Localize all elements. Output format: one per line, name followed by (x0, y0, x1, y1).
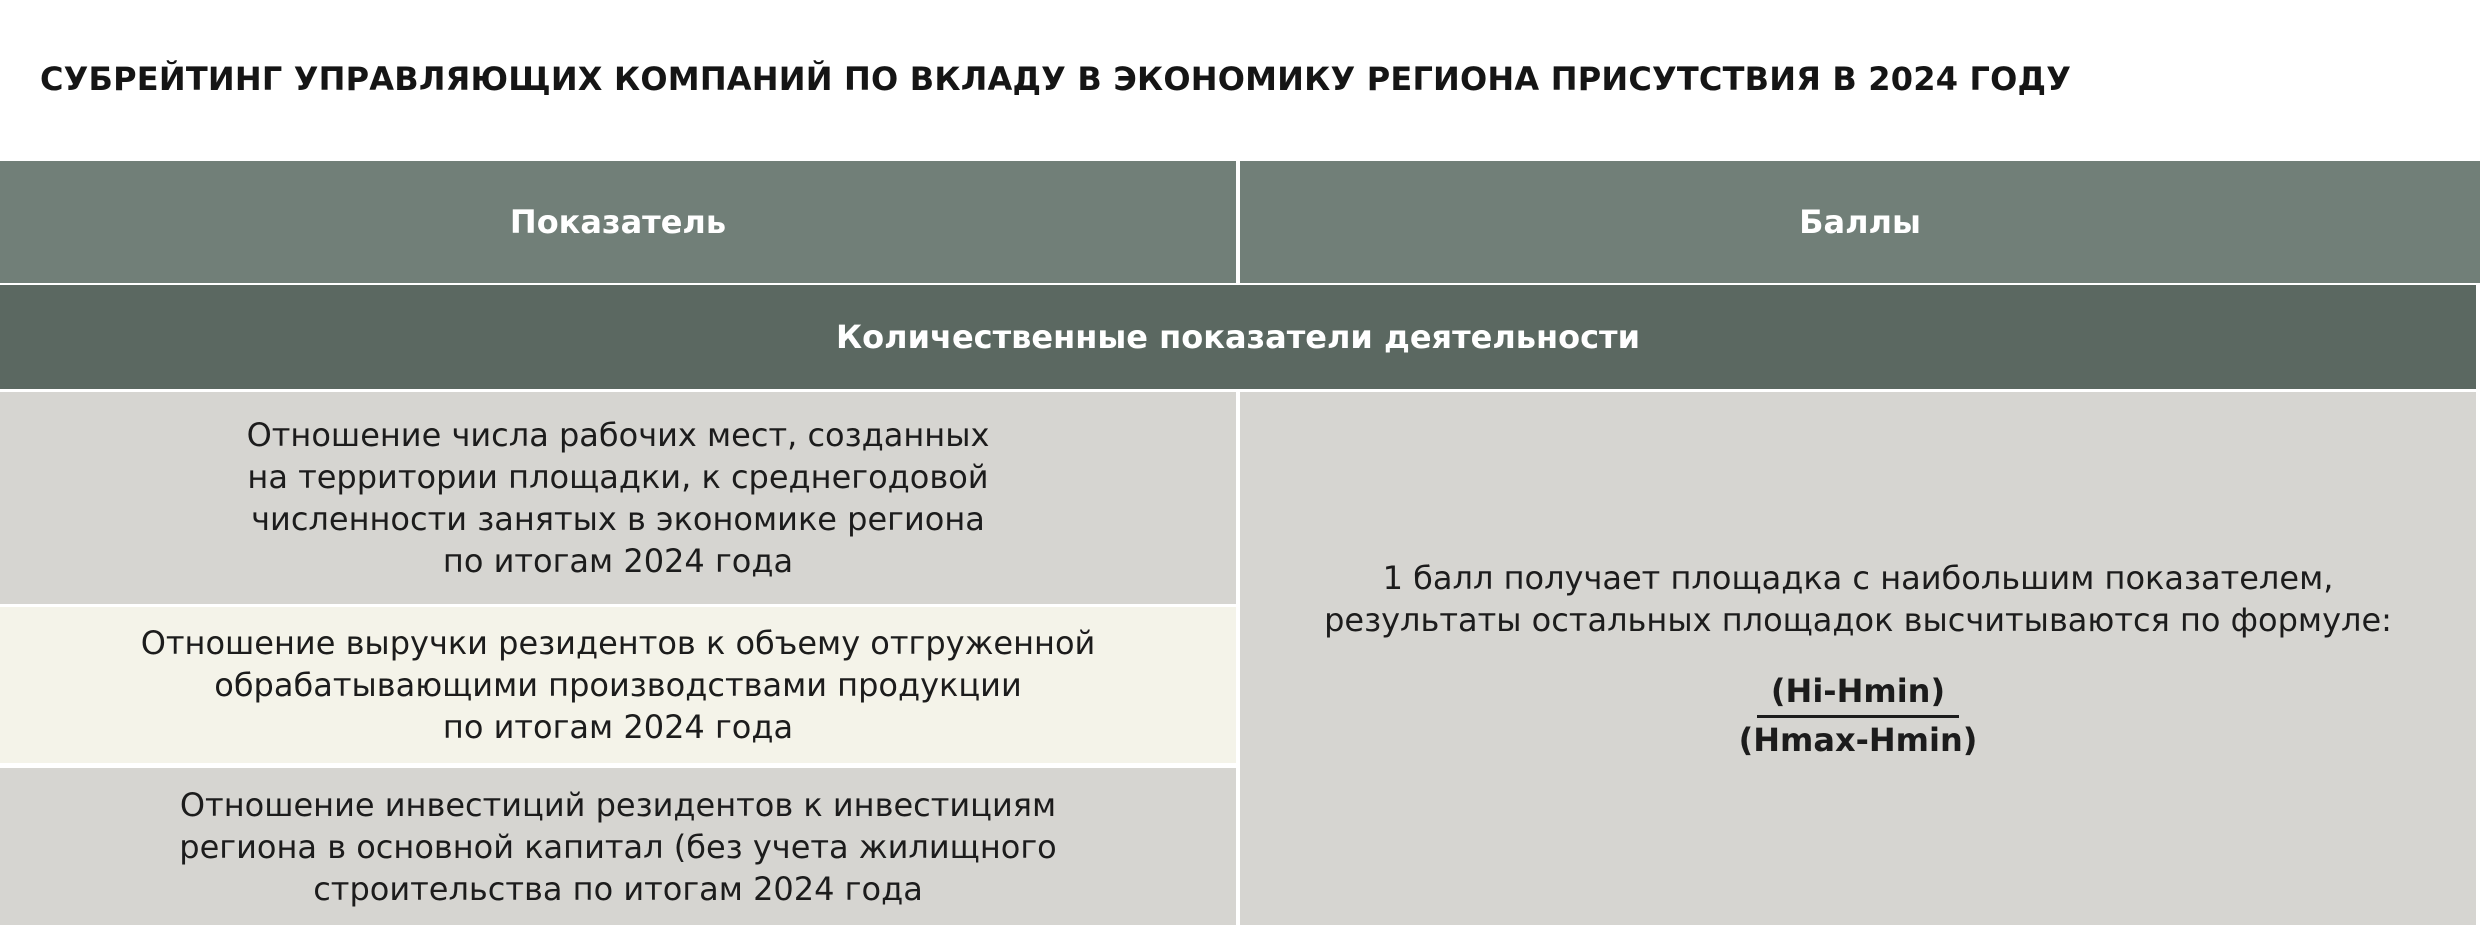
formula-denominator: (Hmax-Hmin) (1738, 721, 1978, 759)
indicator-line: региона в основной капитал (без учета жилищного (179, 827, 1057, 866)
indicator-line: Отношение числа рабочих мест, созданных (246, 416, 990, 454)
indicator-line: численности занятых в экономике региона (251, 500, 985, 538)
score-description (1324, 557, 2392, 760)
rating-table (0, 161, 2480, 928)
page-title: СУБРЕЙТИНГ УПРАВЛЯЮЩИХ КОМПАНИЙ ПО ВКЛАДУ В ЭКОНОМИКУ РЕГИОНА ПРИСУТСТВИЯ В 2024 ГОДУ (40, 60, 2072, 98)
table-row (0, 768, 1236, 925)
indicator-text (247, 414, 990, 582)
header-indicator (0, 161, 1236, 283)
indicator-line: на территории площадки, к среднегодовой (247, 458, 989, 496)
section-row (0, 285, 2476, 389)
indicator-line: обрабатывающими производствами продукции (214, 666, 1022, 704)
header-score-label: Баллы (1799, 203, 1921, 241)
indicator-line: по итогам 2024 года (442, 708, 794, 746)
formula-numerator: (Hi-Hmin) (1757, 671, 1959, 718)
indicator-text (179, 784, 1056, 910)
score-line: результаты остальных площадок высчитываются по формуле: (1324, 601, 2392, 639)
indicator-line: Отношение выручки резидентов к объему отгруженной (140, 624, 1096, 662)
formula (1739, 671, 1978, 760)
table-row (0, 607, 1236, 763)
table-row (0, 392, 1236, 604)
header-score (1240, 161, 2480, 283)
section-title: Количественные показатели деятельности (835, 318, 1641, 356)
indicator-text (141, 622, 1096, 748)
indicator-line: по итогам 2024 года (442, 542, 794, 580)
score-cell (1240, 392, 2476, 925)
score-line: 1 балл получает площадка с наибольшим показателем, (1382, 559, 2334, 597)
header-indicator-label: Показатель (509, 203, 727, 241)
score-text (1324, 557, 2392, 641)
indicator-line: Отношение инвестиций резидентов к инвестициям (179, 785, 1057, 824)
indicator-line: строительства по итогам 2024 года (313, 869, 923, 908)
